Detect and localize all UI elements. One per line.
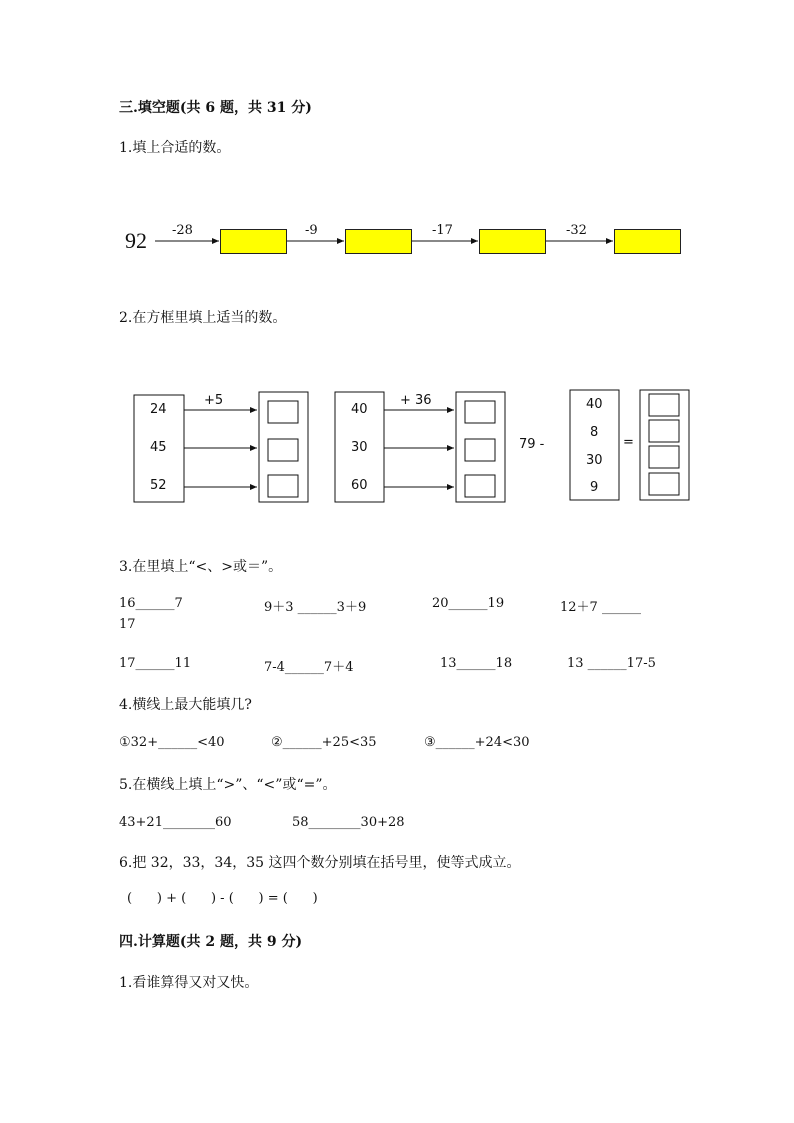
- q3-item-2: 9＋3 ______3＋9: [264, 600, 367, 615]
- q2-group3-num-4: 9: [590, 480, 599, 495]
- q3-item-5: 17______11: [119, 656, 192, 671]
- q2-group1-op: +5: [204, 393, 224, 408]
- q2-group3-num-1: 40: [586, 397, 603, 412]
- q2-group1-num-2: 45: [150, 440, 167, 455]
- q2-group2-op: + 36: [400, 393, 432, 408]
- q6-prompt: 6.把 32，33，34，35 这四个数分别填在括号里，使等式成立。: [119, 855, 521, 871]
- q2-group3-equals: =: [623, 435, 634, 450]
- q3-item-7: 13______18: [440, 656, 513, 671]
- q5-item-2: 58________30+28: [292, 815, 405, 830]
- q2-lines: [0, 380, 794, 510]
- q1-answer-box-2[interactable]: [345, 229, 412, 254]
- q4-item-2: ②______+25<35: [271, 735, 377, 750]
- q2-group1-target-box: [259, 392, 308, 502]
- q4-item-3: ③______+24<30: [424, 735, 530, 750]
- q2-group3-num-3: 30: [586, 453, 603, 468]
- q1-op-4: -32: [566, 223, 587, 238]
- q2-group1-num-1: 24: [150, 402, 167, 417]
- q1-start-number: 92: [125, 228, 147, 253]
- q2-group2-num-1: 40: [351, 402, 368, 417]
- q3-item-3: 20______19: [432, 596, 505, 611]
- q2-group1-num-3: 52: [150, 478, 167, 493]
- q1-prompt: 1.填上合适的数。: [119, 140, 231, 156]
- section-4-title: 四.计算题(共 2 题，共 9 分): [119, 934, 303, 950]
- q1-answer-box-1[interactable]: [220, 229, 287, 254]
- q2-prompt: 2.在方框里填上适当的数。: [119, 310, 287, 326]
- q1-op-1: -28: [172, 223, 193, 238]
- q4-prompt: 4.横线上最大能填几?: [119, 697, 252, 713]
- q2-group2-target-box: [456, 392, 505, 502]
- q2-group2-num-3: 60: [351, 478, 368, 493]
- q2-group3-lead: 79 -: [519, 437, 545, 452]
- q2-group2-num-2: 30: [351, 440, 368, 455]
- q2-group3-target-box: [640, 390, 689, 500]
- q1-answer-box-3[interactable]: [479, 229, 546, 254]
- q3-item-8: 13 ______17-5: [567, 656, 656, 671]
- q5-prompt: 5.在横线上填上“>”、“<”或“=”。: [119, 777, 337, 793]
- q3-item-1: 16______7: [119, 596, 183, 611]
- q1-op-2: -9: [305, 223, 318, 238]
- q5-item-1: 43+21________60: [119, 815, 232, 830]
- q4-item-1: ①32+______<40: [119, 735, 225, 750]
- q3-prompt: 3.在里填上“<、>或＝”。: [119, 559, 283, 575]
- q1-answer-box-4[interactable]: [614, 229, 681, 254]
- q1-op-3: -17: [432, 223, 453, 238]
- q6-equation: ( ) + ( ) - ( ) = ( ): [127, 891, 318, 906]
- q2-group3-num-2: 8: [590, 425, 599, 440]
- q1-arrows: [0, 0, 794, 300]
- q3-item-4: 12＋7 ______: [560, 600, 641, 615]
- q3-item-6: 7-4______7＋4: [264, 660, 354, 675]
- q3-item-4-wrap: 17: [119, 617, 136, 632]
- section-3-title: 三.填空题(共 6 题，共 31 分): [119, 100, 312, 116]
- section4-q1-prompt: 1.看谁算得又对又快。: [119, 975, 259, 991]
